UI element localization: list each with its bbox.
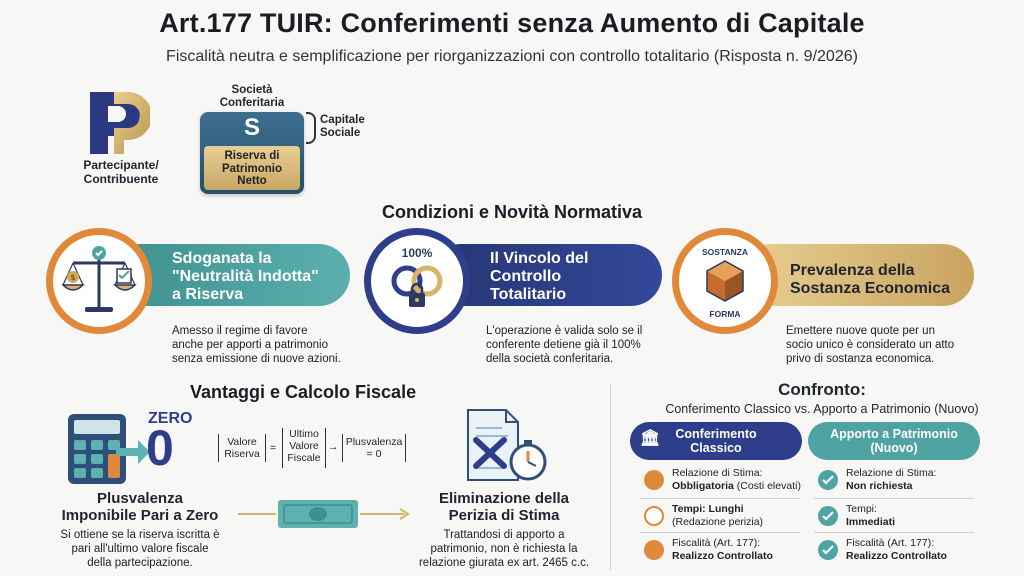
formula-c1: Plusvalenza bbox=[345, 436, 403, 448]
card3-title-line2: Sostanza Economica bbox=[790, 280, 951, 297]
formula-term-a bbox=[218, 434, 266, 462]
right-adv-title-line1: Eliminazione della bbox=[438, 490, 570, 507]
left-adv-title bbox=[40, 490, 240, 524]
participant-label-line1: Partecipante/ bbox=[83, 158, 159, 172]
formula-a2: Riserva bbox=[224, 448, 260, 460]
col2-sep2 bbox=[814, 532, 974, 533]
col2-header-line2: (Nuovo) bbox=[870, 441, 918, 455]
col1-row1-normal: (Costi elevati) bbox=[733, 480, 801, 492]
card3-desc-line1: Emettere nuove quote per un bbox=[786, 325, 935, 337]
col1-header-line2: Classico bbox=[690, 441, 742, 455]
formula-term-c bbox=[342, 434, 406, 462]
formula-a1: Valore bbox=[227, 436, 257, 448]
formula bbox=[218, 428, 428, 472]
col2-row1-line1: Relazione di Stima: bbox=[846, 467, 937, 479]
formula-b3: Fiscale bbox=[287, 452, 321, 464]
card2-circle bbox=[364, 228, 470, 334]
col2-sep1 bbox=[814, 498, 974, 499]
check-icon bbox=[818, 470, 838, 490]
card2-desc bbox=[486, 324, 676, 366]
col1-row1-bold: Obbligatoria bbox=[672, 480, 734, 492]
col2-row3-line2: Realizzo Controllato bbox=[846, 550, 947, 562]
money-arrow-icon bbox=[236, 496, 412, 532]
person-icon bbox=[644, 540, 664, 560]
right-adv-desc-line3: relazione giurata ex art. 2465 c.c. bbox=[418, 557, 590, 569]
col1-row2 bbox=[672, 503, 808, 529]
advantages-title: Vantaggi e Calcolo Fiscale bbox=[190, 382, 417, 402]
col1-row1 bbox=[672, 467, 808, 493]
linked-rings-lock-icon bbox=[371, 235, 463, 327]
col1-row3-line2: Realizzo Controllato bbox=[672, 550, 773, 562]
col1-row2-line1: Tempi: Lunghi bbox=[672, 503, 744, 515]
svg-text:$: $ bbox=[70, 273, 76, 282]
card1-desc-line2: anche per apporti a patrimonio bbox=[172, 339, 328, 351]
left-adv-desc-line3: della partecipazione. bbox=[87, 557, 193, 569]
card2-desc-line3: della società conferitaria. bbox=[486, 353, 614, 365]
col2-row1 bbox=[846, 467, 982, 493]
capital-line2: Sociale bbox=[320, 127, 361, 139]
column-pillar-icon: 🏛 bbox=[640, 430, 661, 447]
right-adv-desc-line1: Trattandosi di apporto a bbox=[443, 529, 565, 541]
card1-title-line2: "Neutralità Indotta" bbox=[172, 268, 319, 285]
col2-row3 bbox=[846, 537, 982, 563]
company-label-line1: Società bbox=[231, 84, 273, 96]
left-adv-title-line2: Imponibile Pari a Zero bbox=[61, 507, 219, 524]
right-adv-title-line2: Perizia di Stima bbox=[448, 507, 560, 524]
col1-row1-line1: Relazione di Stima: bbox=[672, 467, 763, 479]
card2-title bbox=[490, 250, 650, 304]
col1-row2-line2: (Redazione perizia) bbox=[672, 516, 764, 528]
participant-label bbox=[66, 158, 176, 186]
company-label bbox=[200, 84, 304, 110]
scales-icon bbox=[53, 235, 145, 327]
right-adv-desc bbox=[404, 528, 604, 570]
card1-title-line1: Sdoganata la bbox=[172, 250, 272, 267]
document-stopwatch-icon bbox=[462, 408, 552, 488]
col2-row2-line2: Immediati bbox=[846, 516, 896, 528]
card1-circle bbox=[46, 228, 152, 334]
page-title: Art.177 TUIR: Conferimenti senza Aumento di Capitale bbox=[159, 8, 865, 38]
zero-word: ZERO bbox=[148, 410, 193, 427]
col2-row2-line1: Tempi: bbox=[846, 503, 877, 515]
check-icon bbox=[818, 506, 838, 526]
col2-row2 bbox=[846, 503, 982, 529]
card2-badge: 100% bbox=[401, 246, 433, 260]
card2-desc-line1: L'operazione è valida solo se il bbox=[486, 325, 643, 337]
company-letter: S bbox=[243, 114, 260, 141]
zero-digit: 0 bbox=[146, 420, 174, 476]
left-adv-desc-line1: Si ottiene se la riserva iscritta è bbox=[60, 529, 220, 541]
reserve-line2: Patrimonio bbox=[221, 162, 283, 175]
col2-row1-line2: Non richiesta bbox=[846, 480, 913, 492]
col1-sep1 bbox=[640, 498, 800, 499]
col1-header bbox=[630, 422, 802, 460]
calculator-icon bbox=[66, 412, 150, 486]
left-adv-title-line1: Plusvalenza bbox=[97, 490, 183, 507]
comparison-title: Confronto: bbox=[778, 380, 866, 399]
col1-row3-line1: Fiscalità (Art. 177): bbox=[672, 537, 761, 549]
card1-desc-line1: Amesso il regime di favore bbox=[172, 325, 308, 337]
col1-row3 bbox=[672, 537, 808, 563]
report-icon bbox=[644, 470, 664, 490]
card1-title-line3: a Riserva bbox=[172, 286, 244, 303]
card2-desc-line2: conferente detiene già il 100% bbox=[486, 339, 641, 351]
conditions-title: Condizioni e Novità Normativa bbox=[381, 202, 643, 222]
card3-title bbox=[790, 262, 970, 298]
capital-brace bbox=[306, 112, 316, 144]
col2-header-line1: Apporto a Patrimonio bbox=[830, 427, 958, 441]
capital-label bbox=[320, 114, 365, 140]
reserve-line3: Netto bbox=[237, 175, 267, 187]
company-label-line2: Conferitaria bbox=[219, 97, 285, 109]
formula-arrow: → bbox=[328, 441, 339, 453]
formula-term-b bbox=[282, 428, 326, 468]
left-adv-desc bbox=[40, 528, 240, 570]
card3-top-word: SOSTANZA bbox=[701, 247, 749, 257]
check-icon bbox=[818, 540, 838, 560]
col1-row1-line2 bbox=[672, 480, 808, 493]
card3-desc-line3: privo di sostanza economica. bbox=[786, 353, 935, 365]
card2-title-line1: Il Vincolo del bbox=[490, 250, 589, 267]
reserve-box bbox=[204, 146, 300, 190]
card1-title bbox=[172, 250, 342, 304]
company-box bbox=[200, 112, 304, 194]
clock-icon bbox=[644, 506, 664, 526]
col1-sep2 bbox=[640, 532, 800, 533]
section-divider bbox=[610, 384, 611, 570]
comparison-subtitle: Conferimento Classico vs. Apporto a Patrimonio (Nuovo) bbox=[665, 402, 979, 416]
cube-icon bbox=[679, 235, 771, 327]
left-adv-desc-line2: pari all'ultimo valore fiscale bbox=[71, 543, 209, 555]
formula-equals: = bbox=[270, 442, 277, 454]
formula-b1: Ultimo bbox=[289, 428, 319, 440]
formula-c2: = 0 bbox=[366, 448, 382, 460]
card3-bottom-word: FORMA bbox=[709, 309, 741, 319]
card2-title-line3: Totalitario bbox=[490, 286, 567, 303]
formula-b2: Valore bbox=[289, 440, 319, 452]
card3-desc bbox=[786, 324, 986, 366]
reserve-line1: Riserva di bbox=[224, 150, 280, 162]
right-adv-title bbox=[414, 490, 594, 524]
card3-circle bbox=[672, 228, 778, 334]
participant-logo-icon bbox=[84, 88, 150, 158]
page-subtitle: Fiscalità neutra e semplificazione per riorganizzazioni con controllo totalitario (Risposta n. 9/2026) bbox=[166, 48, 858, 65]
col1-header-line1: Conferimento bbox=[675, 427, 757, 441]
col2-header bbox=[808, 422, 980, 460]
card1-desc-line3: senza emissione di nuove azioni. bbox=[172, 353, 341, 365]
card3-title-line1: Prevalenza della bbox=[790, 262, 915, 279]
card2-title-line2: Controllo bbox=[490, 268, 562, 285]
card3-desc-line2: socio unico è considerato un atto bbox=[786, 339, 955, 351]
card1-desc bbox=[172, 324, 362, 366]
right-adv-desc-line2: patrimonio, non è richiesta la bbox=[430, 543, 578, 555]
col2-row3-line1: Fiscalità (Art. 177): bbox=[846, 537, 935, 549]
capital-line1: Capitale bbox=[320, 114, 365, 126]
participant-label-line2: Contribuente bbox=[83, 172, 159, 186]
